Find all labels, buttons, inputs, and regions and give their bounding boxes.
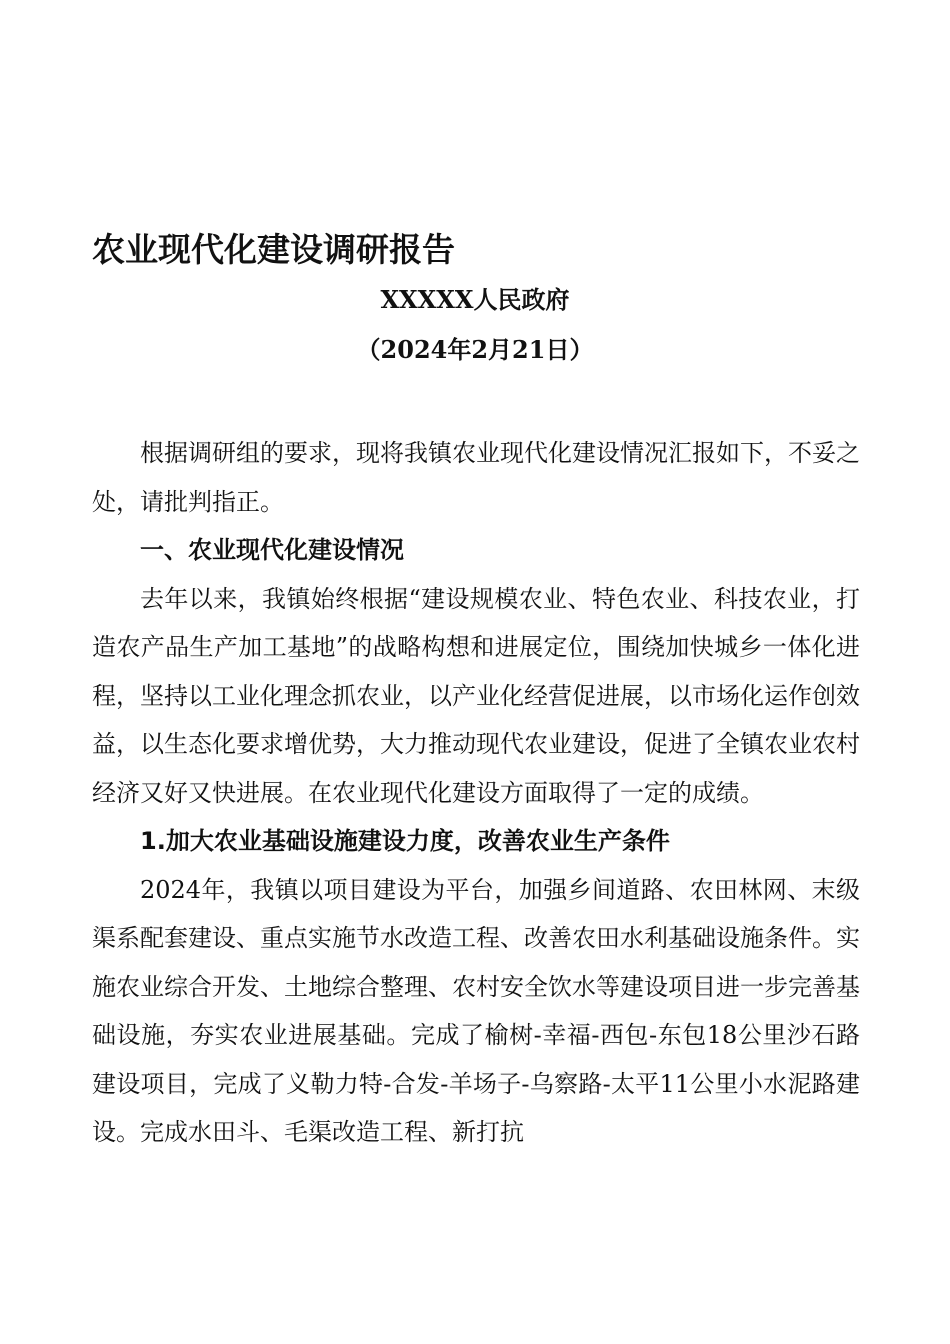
subsection-paragraph-1: 2024年，我镇以项目建设为平台，加强乡间道路、农田林网、末级渠系配套建设、重点实施节水改造工程、改善农田水利基础设施条件。实施农业综合开发、土地综合整理、农村安全饮水等建设项目进一步完善基础设施，夯实农业进展基础。完成了榆树-幸福-西包-东包18公里沙石路建设项目，完成了义勒力特-合发-羊场子-乌察路-太平11公里小水泥路建设。完成水田斗、毛渠改造工程、新打抗 [92,875,860,1146]
intro-paragraph: 根据调研组的要求，现将我镇农业现代化建设情况汇报如下，不妥之处，请批判指正。 [92,439,860,516]
document-title: 农业现代化建设调研报告 [92,230,455,269]
document-date: （2024年2月21日） [356,335,594,364]
subsection-heading-1: 1.加大农业基础设施建设力度，改善农业生产条件 [140,827,670,855]
document-body [92,429,860,1157]
section-heading-1: 一、农业现代化建设情况 [140,536,404,564]
section-paragraph-1: 去年以来，我镇始终根据“建设规模农业、特色农业、科技农业，打造农产品生产加工基地”的战略构想和进展定位，围绕加快城乡一体化进程，坚持以工业化理念抓农业，以产业化经营促进展，以市场化运作创效益，以生态化要求增优势，大力推动现代农业建设，促进了全镇农业农村经济又好又快进展。在农业现代化建设方面取得了一定的成绩。 [92,584,860,807]
issuer-name: XXXXX人民政府 [380,285,570,314]
